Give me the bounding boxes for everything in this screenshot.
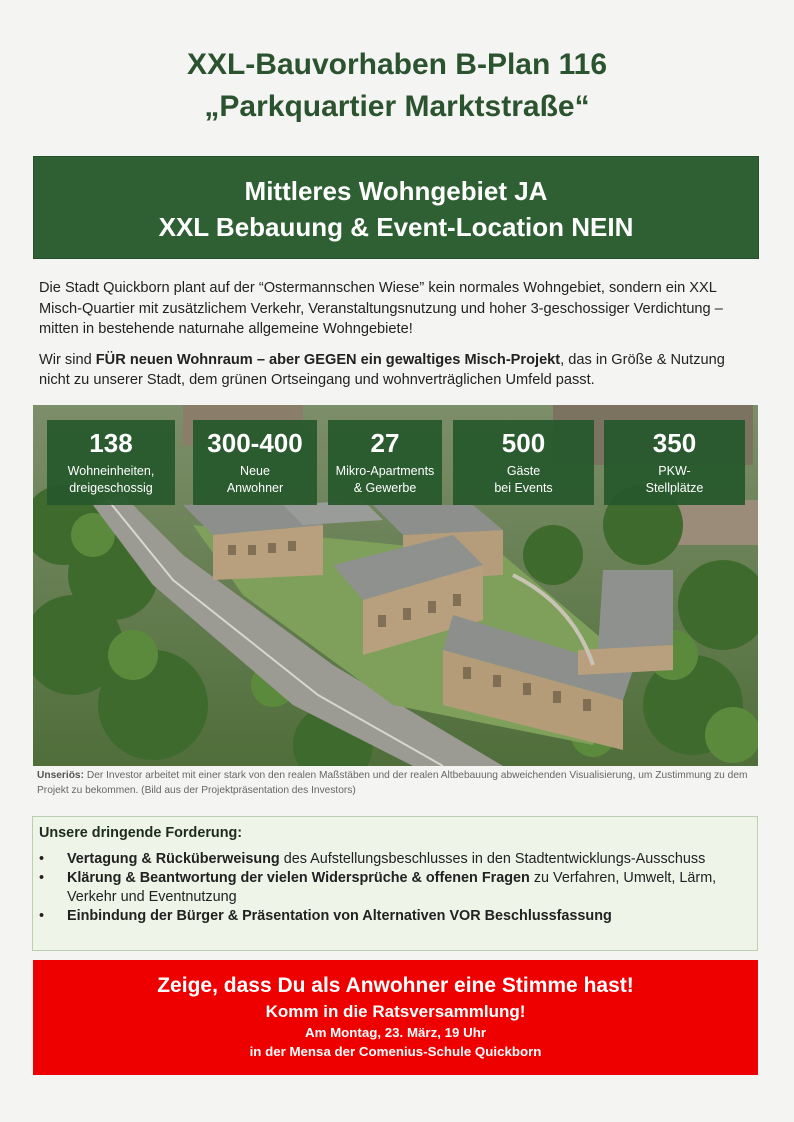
cta-location: in der Mensa der Comenius-Schule Quickborn <box>249 1044 542 1059</box>
list-item: • Klärung & Beantwortung der vielen Widersprüche & offenen Fragen zu Verfahren, Umwelt, Lärm, Verkehr und Eventnutzung <box>39 869 757 907</box>
page-title <box>0 44 794 128</box>
stat-label: Wohneinheiten, dreigeschossig <box>67 464 155 495</box>
cta-date: Am Montag, 23. März, 19 Uhr <box>304 1025 487 1040</box>
intro-p2-bold: FÜR neuen Wohnraum – aber GEGEN ein gewaltiges Misch-Projekt <box>95 351 561 368</box>
call-to-action-box <box>33 960 758 1075</box>
intro-paragraph-1: Die Stadt Quickborn plant auf der “Ostermannschen Wiese” kein normales Wohngebiet, sondern ein XXL Misch-Quartier mit zusätzlichem Verkehr, Veranstaltungsnutzung und hoher 3-geschossiger Verdichtung – mitten in bestehende naturnahe allgemeine Wohngebiete! <box>39 280 723 337</box>
list-item: • Einbindung der Bürger & Präsentation von Alternativen VOR Beschlussfassung <box>39 907 757 926</box>
stat-card-micro-apartments <box>328 420 442 505</box>
intro-p2-start: Wir sind <box>39 351 96 368</box>
stat-value: 300-400 <box>207 428 303 458</box>
stat-value: 350 <box>652 428 697 458</box>
stat-card-units <box>47 420 175 505</box>
demands-box <box>32 816 758 951</box>
cta-line-1: Zeige, dass Du als Anwohner eine Stimme hast! <box>157 974 634 997</box>
intro-paragraph-2 <box>39 350 759 391</box>
stat-label: Gäste bei Events <box>494 464 553 495</box>
caption-text: Der Investor arbeitet mit einer stark von den realen Maßstäben und der realen Altbebauung abweichenden Visualisierung, um Zustimmung zu dem Projekt zu bekommen. (Bild aus der Projektpräsentation des Investors) <box>37 770 748 796</box>
stat-card-parking <box>604 420 745 505</box>
intro-text <box>39 278 759 391</box>
stat-card-event-guests <box>453 420 594 505</box>
intro-p2-end: , das in Größe & Nutzung nicht zu unserer Stadt, dem grünen Ortseingang und wohnverträglichen Umfeld passt. <box>39 351 725 388</box>
stat-value: 500 <box>501 428 546 458</box>
stat-card-residents <box>193 420 317 505</box>
banner-line-2: XXL Bebauung & Event-Location NEIN <box>158 212 634 242</box>
caption-bold: Unseriös: <box>37 770 84 781</box>
stat-label: Neue Anwohner <box>226 464 284 495</box>
stat-label: PKW- Stellplätze <box>645 464 704 495</box>
headline-banner <box>33 156 759 259</box>
demands-heading: Unsere dringende Forderung: <box>39 825 243 841</box>
stat-value: 138 <box>89 428 133 458</box>
demands-list <box>39 850 757 926</box>
stat-label: Mikro-Apartments & Gewerbe <box>335 464 435 495</box>
image-caption <box>37 769 759 798</box>
title-line-2: „Parkquartier Marktstraße“ <box>204 90 590 123</box>
title-line-1: XXL-Bauvorhaben B-Plan 116 <box>186 48 608 81</box>
list-item: • Vertagung & Rücküberweisung des Aufstellungsbeschlusses in den Stadtentwicklungs-Ausschuss <box>39 850 757 869</box>
project-visualization-image <box>33 405 758 766</box>
cta-line-2: Komm in die Ratsversammlung! <box>265 1002 526 1021</box>
stat-value: 27 <box>370 428 400 458</box>
banner-line-1: Mittleres Wohngebiet JA <box>244 176 548 206</box>
